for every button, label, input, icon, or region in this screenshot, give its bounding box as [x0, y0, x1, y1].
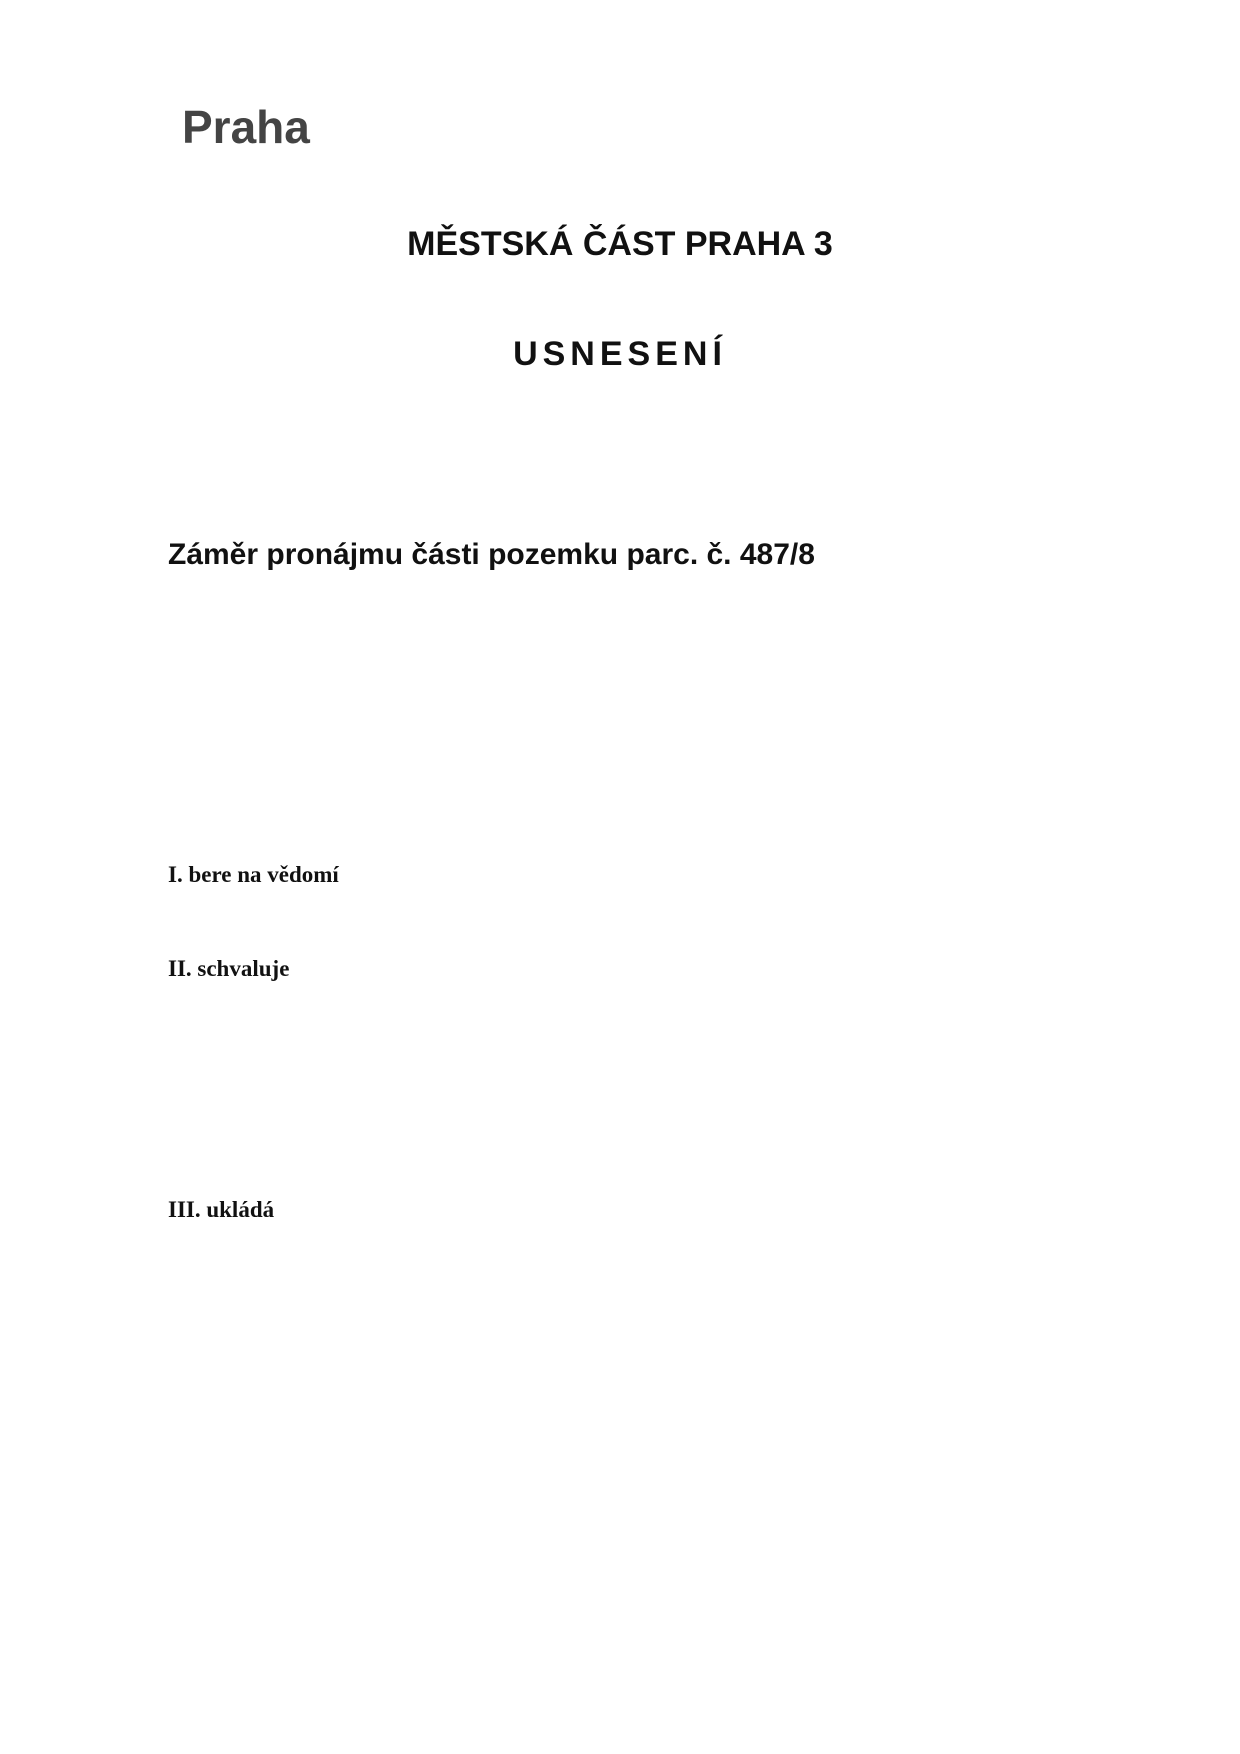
- document-type: USNESENÍ: [513, 335, 727, 373]
- section-3: III. ukládá: [168, 1197, 275, 1222]
- logo: Praha: [182, 101, 310, 153]
- section-1: I. bere na vědomí: [168, 862, 339, 887]
- subject: Záměr pronájmu části pozemku parc. č. 487/8: [168, 538, 815, 571]
- document-title: MĚSTSKÁ ČÁST PRAHA 3: [407, 225, 833, 263]
- section-2: II. schvaluje: [168, 956, 290, 981]
